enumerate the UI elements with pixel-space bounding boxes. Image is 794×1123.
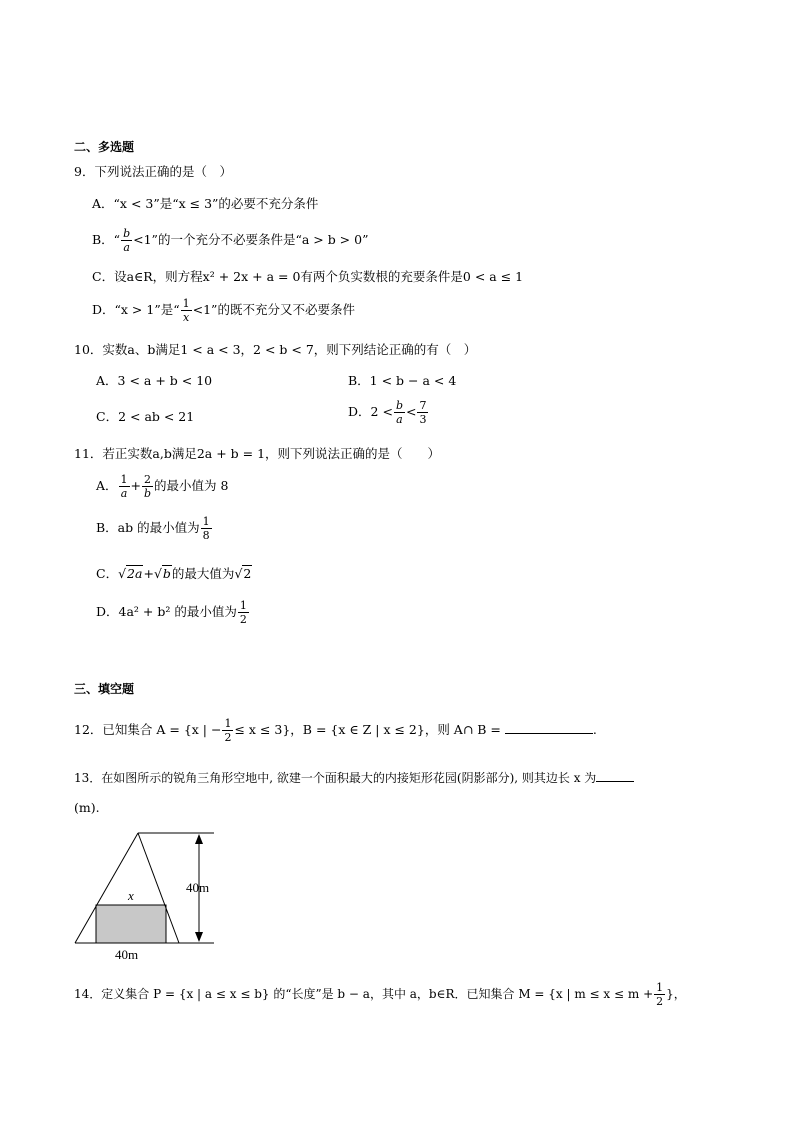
q11-option-a [96,474,228,499]
q10-option-d [348,400,429,425]
q14-fraction [654,982,665,1007]
q10-option-a: A．3 < a + b < 10 [96,373,213,388]
section-title-multiple-choice: 二、多选题 [74,140,135,154]
q9-option-d [92,298,355,323]
q11-c-radicand-1: 2a [127,566,143,581]
q10-d-num-2: 7 [419,399,427,412]
q10-option-b: B．1 < b − a < 4 [348,373,457,388]
q11-c-radicand-3: 2 [243,566,252,581]
q11-stem: 11．若正实数a,b满足2a + b = 1，则下列说法正确的是（ ） [74,446,441,461]
q11-option-d [96,600,250,625]
q12-denominator: 2 [224,731,232,744]
q12-prefix: 12．已知集合 A = {x | − [74,722,222,737]
q11-a-den-1: a [120,487,128,500]
q10-d-den-1: a [396,413,403,426]
q10-stem: 10．实数a、b满足1 < a < 3，2 < b < 7，则下列结论正确的有（ ） [74,342,477,357]
q13-text: 13．在如图所示的锐角三角形空地中, 欲建一个面积最大的内接矩形花园(阴影部分), 则其边长 x 为 [74,771,597,785]
q9-option-b [92,228,368,253]
q14-denominator: 2 [656,995,664,1008]
q9-d-suffix: <1”的既不充分又不必要条件 [192,302,355,317]
sqrt-symbol-icon: √ [153,566,162,581]
label-height: 40m [186,880,210,895]
q11-a-num-2: 2 [144,473,152,486]
q9-option-c: C．设a∈R，则方程x² + 2x + a = 0有两个负实数根的充要条件是0 < a ≤ 1 [92,269,524,284]
sqrt-symbol-icon: √ [118,566,127,581]
q10-d-lt: < [405,404,417,419]
q10-d-fraction-2 [417,400,428,425]
q11-b-prefix: B．ab 的最小值为 [96,520,200,535]
inscribed-rectangle [96,905,166,943]
q14-numerator: 1 [656,981,664,994]
q11-a-den-2: b [143,487,152,500]
q9-stem: 9．下列说法正确的是（ ） [74,164,232,179]
q13-line-2: (m). [74,800,100,815]
q11-a-prefix: A． [96,478,118,493]
q11-option-b [96,516,213,541]
q11-c-prefix: C． [96,566,119,581]
section-title-fill-in: 三、填空题 [74,682,135,696]
q13-line-1 [74,772,634,784]
q12-answer-blank[interactable] [505,733,593,734]
q11-a-fraction-1 [119,474,130,499]
q9-d-fraction [181,298,192,323]
q10-d-fraction-1 [394,400,405,425]
q12-middle: ≤ x ≤ 3}，B = {x ∈ Z | x ≤ 2}，则 A∩ B = [234,722,501,737]
q14-suffix: }， [666,987,686,1001]
q9-d-prefix: D．“x > 1”是“ [92,302,180,317]
q11-c-radicand-2: b [162,566,171,581]
q11-b-numerator: 1 [202,515,210,528]
q9-b-numerator: b [123,227,131,240]
q11-a-plus: + [130,478,142,493]
q12-end: . [592,722,597,737]
q14 [74,982,686,1007]
label-x: x [128,888,134,903]
q11-a-suffix: 的最小值为 8 [154,478,229,493]
q9-d-denominator: x [183,311,190,324]
q10-d-num-1: b [395,399,403,412]
q11-b-fraction [201,516,212,541]
q11-d-numerator: 1 [239,599,247,612]
q12 [74,718,597,743]
q14-prefix: 14．定义集合 P = {x | a ≤ x ≤ b} 的“长度”是 b − a，其中 a，b∈R．已知集合 M = {x | m ≤ x ≤ m + [74,987,654,1001]
q11-option-c [96,568,252,581]
q11-a-fraction-2 [142,474,153,499]
q10-d-prefix: D．2 < [348,404,393,419]
q11-d-denominator: 2 [239,613,247,626]
label-base: 40m [115,947,139,962]
arrow-down-icon [195,932,203,942]
sqrt-symbol-icon: √ [234,566,243,581]
q13-answer-blank[interactable] [596,781,634,782]
q10-d-den-2: 3 [419,413,427,426]
q9-b-suffix: <1”的一个充分不必要条件是“a > b > 0” [133,232,369,247]
q9-b-denominator: a [123,241,130,254]
q10-option-c: C．2 < ab < 21 [96,409,195,424]
arrow-up-icon [195,834,203,844]
q9-b-prefix: B．“ [92,232,121,247]
q9-option-a: A．“x < 3”是“x ≤ 3”的必要不充分条件 [92,196,319,211]
q9-b-fraction [121,228,132,253]
q12-numerator: 1 [224,717,232,730]
q12-fraction [222,718,233,743]
q11-d-fraction [238,600,249,625]
q11-c-plus: + [143,566,154,581]
q13-triangle-figure [72,826,218,962]
q9-d-numerator: 1 [182,297,190,310]
q11-b-denominator: 8 [202,529,210,542]
q11-d-prefix: D．4a² + b² 的最小值为 [96,604,237,619]
q11-c-middle: 的最大值为 [171,566,235,581]
q11-a-num-1: 1 [120,473,128,486]
